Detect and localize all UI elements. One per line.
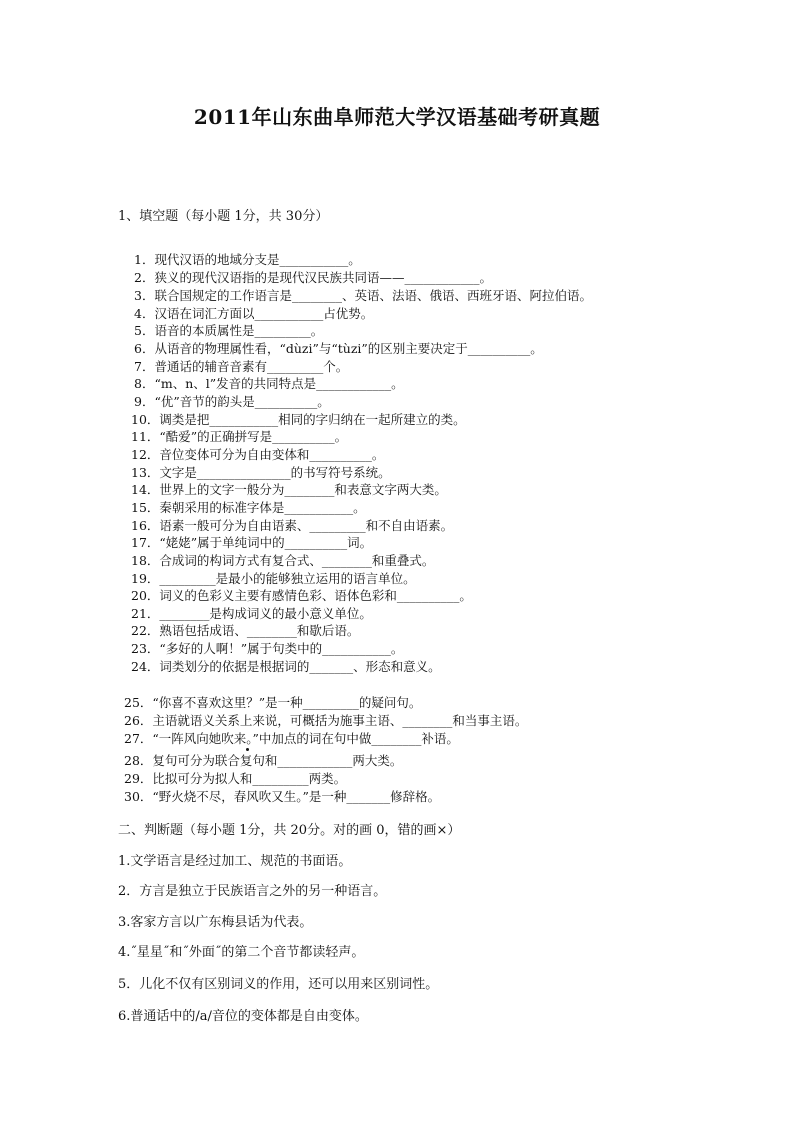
question-7: 7．普通话的辅音音素有_________个。 bbox=[134, 359, 349, 374]
question-22: 22．熟语包括成语、________和歇后语。 bbox=[131, 623, 360, 638]
question-2: 2．狭义的现代汉语指的是现代汉民族共同语——____________。 bbox=[134, 270, 492, 285]
question-4: 4．汉语在词汇方面以___________占优势。 bbox=[134, 306, 374, 321]
question-19: 19．_________是最小的能够独立运用的语言单位。 bbox=[131, 571, 416, 586]
question-26: 26．主语就语义关系上来说，可概括为施事主语、________和当事主语。 bbox=[124, 713, 528, 728]
question-18: 18．合成词的构词方式有复合式、________和重叠式。 bbox=[131, 553, 435, 568]
tf-item-3: 3.客家方言以广东梅县话为代表。 bbox=[118, 915, 313, 930]
section-true-false-heading: 二、判断题（每小题 1分，共 20分。对的画 0，错的画×） bbox=[118, 823, 461, 838]
tf-item-5: 5．儿化不仅有区别词义的作用，还可以用来区别词性。 bbox=[118, 977, 439, 992]
question-28: 28．复句可分为联合复句和____________两大类。 bbox=[124, 753, 403, 768]
tf-item-6: 6.普通话中的/a/音位的变体都是自由变体。 bbox=[118, 1009, 368, 1024]
question-3: 3．联合国规定的工作语言是________、英语、法语、俄语、西班牙语、阿拉伯语。 bbox=[134, 288, 592, 303]
question-16: 16．语素一般可分为自由语素、_________和不自由语素。 bbox=[131, 518, 454, 533]
question-10: 10．调类是把___________相同的字归纳在一起所建立的类。 bbox=[131, 412, 466, 427]
question-24: 24．词类划分的依据是根据词的_______、形态和意义。 bbox=[131, 659, 441, 674]
emphasis-dot bbox=[246, 748, 249, 751]
question-21: 21．________是构成词义的最小意义单位。 bbox=[131, 606, 372, 621]
question-20: 20．词义的色彩义主要有感情色彩、语体色彩和__________。 bbox=[131, 588, 472, 603]
question-14: 14．世界上的文字一般分为________和表意文字两大类。 bbox=[131, 482, 447, 497]
section-fill-in-heading: 1、填空题（每小题 1分，共 30分） bbox=[118, 209, 329, 224]
question-9: 9．“优”音节的韵头是__________。 bbox=[134, 394, 330, 409]
question-11: 11．“酷爱”的正确拼写是__________。 bbox=[131, 429, 348, 444]
tf-item-2: 2．方言是独立于民族语言之外的另一种语言。 bbox=[118, 884, 387, 899]
question-6: 6．从语音的物理属性看，“dùzi”与“tùzi”的区别主要决定于__________。 bbox=[134, 341, 543, 356]
tf-item-1: 1.文学语言是经过加工、规范的书面语。 bbox=[118, 854, 352, 869]
tf-item-4: 4.˝星星˝和˝外面˝的第二个音节都读轻声。 bbox=[118, 945, 365, 960]
question-17: 17．“姥姥”属于单纯词中的__________词。 bbox=[131, 535, 373, 550]
question-13: 13．文字是_______________的书写符号系统。 bbox=[131, 465, 391, 480]
document-title: 2011年山东曲阜师范大学汉语基础考研真题 bbox=[193, 105, 601, 129]
question-27: 27．“一阵风向她吹来。”中加点的词在句中做________补语。 bbox=[124, 731, 459, 746]
question-23: 23．“多好的人啊！”属于句类中的___________。 bbox=[131, 641, 404, 656]
question-12: 12．音位变体可分为自由变体和__________。 bbox=[131, 447, 385, 462]
question-1: 1．现代汉语的地域分支是___________。 bbox=[134, 252, 361, 267]
question-5: 5．语音的本质属性是_________。 bbox=[134, 323, 324, 338]
question-8: 8．“m、n、l”发音的共同特点是____________。 bbox=[134, 376, 404, 391]
question-25: 25．“你喜不喜欢这里？”是一种_________的疑问句。 bbox=[124, 695, 422, 710]
question-15: 15．秦朝采用的标准字体是___________。 bbox=[131, 500, 366, 515]
question-30: 30．“野火烧不尽，春风吹又生。”是一种_______修辞格。 bbox=[124, 789, 441, 804]
question-29: 29．比拟可分为拟人和_________两类。 bbox=[124, 771, 347, 786]
